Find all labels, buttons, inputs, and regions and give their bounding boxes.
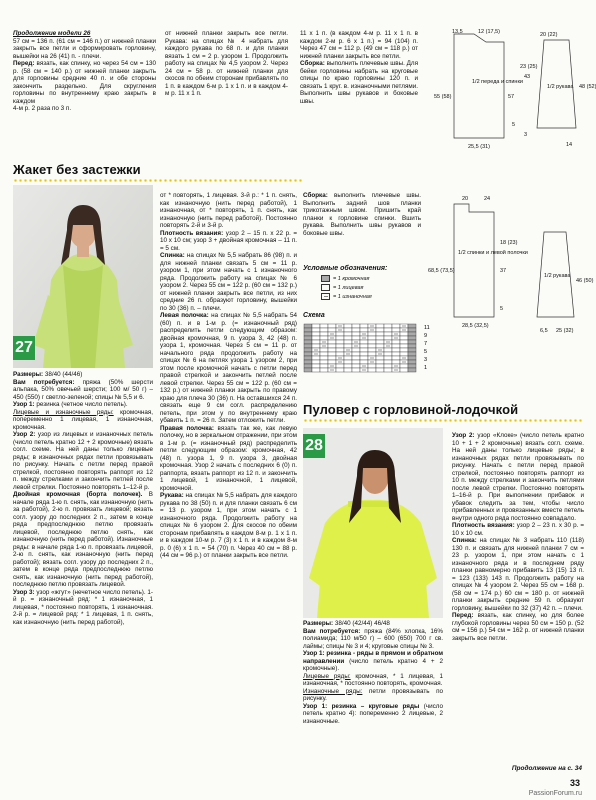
chart-row-number: 11 — [424, 325, 430, 331]
chart-cell — [408, 348, 416, 352]
top-schem-h: 25,5 (31) — [468, 144, 491, 150]
chart-cell — [344, 328, 352, 332]
chart-cell — [368, 344, 376, 348]
model27-title-dots — [13, 179, 303, 182]
m27-col1-para-4: Узор 2: узор из лицевых и изнаночных петель (число петель кратно 12 + 2 кромочные) вязать согл. схеме. На ней даны только лицевые ряды; в изнаночных рядах петли провязывать по рисунку. Начать с петли перед правой стрелкой, постоянно повторять раппорт из 12 п. между стрелками и закончить петлей после левой стрелки. Постоянно повторять 1–12-й р. — [13, 431, 154, 491]
chart-cell — [376, 360, 384, 364]
lead-in: Сборка: — [303, 192, 328, 199]
lead-in: Левая полочка: — [160, 312, 209, 319]
legend-knit-icon — [321, 284, 330, 291]
chart-cell — [320, 360, 328, 364]
m28-col1-para-4: Изнаночные ряды: петли провязывать по рисунку. — [303, 687, 443, 702]
m28-col1-para-5: Узор 1: резинка – круговые ряды (число петель кратно 4): попеременно 2 лицевые, 2 изнаночные. — [303, 702, 443, 725]
chart-cell — [392, 348, 400, 352]
chart-cell — [384, 324, 392, 328]
chart-row-number: 1 — [424, 365, 428, 371]
chart-cell — [304, 360, 312, 364]
mid-schem-e: 28,5 (32,5) — [462, 323, 489, 329]
lead-in: Лицевые и изнаночные ряды: — [13, 408, 114, 416]
chart-cell — [304, 336, 312, 340]
top-col1-para-2: Перед: вязать, как спинку, но через 54 см = 130 р. (58 см = 140 р.) от нижней планки закрыть для горловины средние 40 п. и обе стороны закончить раздельно. Для скругления горловины по внутреннему краю закрыть в каждом — [13, 60, 156, 105]
chart-cell — [360, 328, 368, 332]
top-schem-o: 23 (25) — [520, 64, 538, 70]
m27-col1-para-0: Размеры: 38/40 (44/46) — [13, 371, 83, 378]
chart-cell — [312, 328, 320, 332]
top-col-2-text: от нижней планки закрыть все петли. Рукава: на спицах № 4 набрать для каждого рукава по 68 п. и для планки вязать 1 см = 2 р. узором 1. Продолжить работу на спицах № 4,5 узором 2. Через 24 см = 58 р. от нижней планки для скосов по обеим сторонам прибавлять по 1 п. в каждом 6-м р. 1 х 1 п. и в каждом 4-м р. 11 х 1 п. — [165, 30, 288, 97]
chart-cell — [376, 364, 384, 368]
chart-cell — [352, 360, 360, 364]
chart-cell — [344, 336, 352, 340]
chart-cell — [352, 352, 360, 356]
chart-cell — [352, 332, 360, 336]
chart-cell — [368, 352, 376, 356]
chart-cell — [336, 368, 344, 372]
chart-cell — [344, 364, 352, 368]
chart-cell — [352, 348, 360, 352]
lead-in: Узор 2: — [13, 431, 36, 438]
chart-cell — [336, 340, 344, 344]
chart-cell — [408, 360, 416, 364]
top-schem-a: 13,5 — [452, 29, 463, 35]
chart-cell — [320, 352, 328, 356]
model28-photo — [303, 428, 443, 618]
legend-item-3: = 1 изнаночная — [333, 293, 372, 300]
chart-cell — [376, 356, 384, 360]
chart-cell — [408, 352, 416, 356]
mid-schem-d: 68,5 (73,5) — [428, 268, 455, 274]
model27-stitch-chart — [302, 322, 442, 377]
chart-cell — [320, 332, 328, 336]
chart-cell — [392, 344, 400, 348]
chart-cell — [376, 332, 384, 336]
top-schem-i: 5 — [512, 122, 516, 128]
chart-cell — [368, 336, 376, 340]
chart-cell — [328, 348, 336, 352]
chart-cell — [376, 324, 384, 328]
chart-row-number: 7 — [424, 341, 428, 347]
chart-cell — [312, 356, 320, 360]
top-col1-para-3: 4-м р. 2 раза по 3 п. — [13, 105, 72, 112]
chart-cell — [320, 368, 328, 372]
lead-in: Узор 2: — [452, 432, 475, 439]
chart-cell — [312, 344, 320, 348]
model28-badge: 28 — [303, 434, 325, 458]
chart-cell — [304, 364, 312, 368]
lead-in: Сборка: — [300, 60, 325, 67]
chart-cell — [376, 336, 384, 340]
chart-cell — [344, 360, 352, 364]
legend-item-2: = 1 лицевая — [333, 284, 364, 291]
chart-cell — [360, 360, 368, 364]
lead-in: Узор 1: — [13, 401, 35, 408]
chart-cell — [408, 336, 416, 340]
chart-cell — [384, 360, 392, 364]
chart-cell — [312, 340, 320, 344]
chart-cell — [400, 352, 408, 356]
m27-col2-para-4: Правая полочка: вязать так же, как левую полочку, но в зеркальном отражении, при этом в 1-м р. (= изнаночный ряд) распределить петли следующим образом: кромочная, 42 (48) п. узора 1, 9 п. узора 3, двойная кромочная. Узор 2 начать с последних 6 (0) п. раппорта, вязать раппорт из 12 п. и закончить 1 лицевой, 1 изнаночной, 1 лицевой, кромочной. — [160, 424, 297, 492]
chart-cell — [384, 328, 392, 332]
m28-col2-para-0: Узор 2: узор «Клоке» (число петель кратно 10 + 1 + 2 кромочные) вязать согл. схеме. На ней даны только лицевые ряды; в изнаночных рядах петли провязывать по рисунку. Начать с петли перед правой стрелкой, постоянно повторять раппорт из 10 п. между стрелками и закончить петлями после левой стрелки. Постоянно повторять 1–16-й р. При выполнении прибавок и убавок следить за тем, чтобы число прибавленных и провязанных вместе петель внутри одного ряда постоянно совпадало. — [452, 432, 584, 522]
top-schem-k: 1/2 рукава — [547, 84, 574, 90]
chart-cell — [352, 336, 360, 340]
chart-cell — [368, 368, 376, 372]
chart-cell — [384, 336, 392, 340]
m28-col2-para-3: Перед: вязать, как спинку, но для более глубокой горловины через 50 см = 150 р. (52 см = 156 р.) 54 см = 162 р. от нижней планки закрыть все петли. — [452, 612, 584, 642]
top-schem-l: 43 — [524, 74, 531, 80]
chart-cell — [392, 324, 400, 328]
chart-cell — [360, 324, 368, 328]
mid-schem-m: 6,5 — [540, 328, 548, 334]
m27-col1-para-6: Узор 3: узор «жгут» (нечетное число петель). 1-й р. = изнаночный ряд: * 1 изнаночная, 1 лицевая, * постоянно повторять, 1 изнаночная. 2-й р. = лицевой ряд: * 1 лицевая, 1 п. снять, как изнаночную (нить перед работой), — [13, 588, 153, 626]
chart-cell — [352, 356, 360, 360]
m28-col1-para-2: Узор 1: резинка - ряды в прямом и обратном направлении (число петель кратно 4 + 2 кромочные). — [303, 650, 443, 672]
top-schem-q: 3 — [524, 132, 528, 138]
chart-cell — [320, 328, 328, 332]
lead-in: Рукава: — [160, 492, 184, 499]
lead-in: Размеры: — [303, 620, 334, 627]
chart-cell — [312, 360, 320, 364]
chart-cell — [320, 348, 328, 352]
chart-cell — [360, 344, 368, 348]
chart-cell — [352, 328, 360, 332]
chart-cell — [320, 356, 328, 360]
chart-cell — [344, 332, 352, 336]
m27-col2-para-3: Левая полочка: на спицах № 5,5 набрать 54 (60) п. и в 1-м р. (= изнаночный ряд) распределить петли следующим образом: двойная кромочная, 9 п. узора 3, 42 (48) п. узора 1, кромочная. Через 5 см = 11 р. от начального ряда продолжить работу на спицах № 6 на петлях узора 1 узором 2, при этом после кромочной начать с петли перед правой стрелкой и закончить петлей после левой стрелки. Через 55 см = 122 р. (60 см = 132 р.) от нижней планки закрыть по правому краю для плеча 30 (36) п. На оставшихся 24 п. связать еще 9 см согл. распределению петель, при этом у по внутреннему краю убавить 1 п. = 26 п. Затем отложить петли. — [160, 312, 297, 424]
lead-in: Перед: — [452, 612, 474, 619]
chart-cell — [360, 348, 368, 352]
chart-cell — [312, 332, 320, 336]
chart-cell — [304, 344, 312, 348]
page-number: 33 — [569, 778, 580, 788]
chart-cell — [352, 324, 360, 328]
chart-cell — [320, 364, 328, 368]
legend-title: Условные обозначения: — [303, 265, 388, 272]
mid-schem-c: 1/2 спинки и левой полочки — [458, 250, 528, 256]
m27-col1-para-3: Лицевые и изнаночные ряды: кромочная, попеременно 1 лицевая, 1 изнаночная, кромочная. — [13, 408, 153, 431]
chart-cell — [408, 344, 416, 348]
m28-col2-para-1: Плотность вязания: узор 2 – 23 п. х 30 р. = 10 х 10 см. — [452, 522, 585, 537]
chart-cell — [336, 336, 344, 340]
m28-col2-para-2: Спинка: на спицах № 3 набрать 110 (118) 130 п. и связать для нижней планки 7 см = 23 р. узором 1, при этом начать с 1 изнаночного ряда и в последнем ряду планки равномерно прибавить 13 (15) 13 п. = 123 (133) 143 п. Продолжить работу на спицах № 4 узором 2. Через 55 см = 168 р. (58 см = 174 р.) 60 см = 180 р. от нижней планки закрыть средние 59 п. образуют горловину, вышейки по 32 (37) 42 п. – плечи. — [452, 537, 584, 612]
chart-cell — [328, 340, 336, 344]
chart-cell — [328, 356, 336, 360]
model27-badge: 27 — [13, 336, 35, 360]
chart-cell — [312, 368, 320, 372]
chart-cell — [368, 332, 376, 336]
lead-in: Спинка: — [452, 537, 477, 544]
lead-in: Плотность вязания: — [452, 522, 515, 529]
chart-cell — [328, 344, 336, 348]
chart-cell — [336, 348, 344, 352]
chart-cell — [320, 324, 328, 328]
chart-cell — [376, 328, 384, 332]
chart-cell — [392, 356, 400, 360]
chart-cell — [304, 352, 312, 356]
chart-cell — [376, 344, 384, 348]
m27-col2-para-2: Спинка: на спицах № 5,5 набрать 86 (98) п. и для нижней планки связать 5 см = 11 р. узором 1, при этом начать с 1 изнаночного ряда. Продолжить работу на спицах № 6 узором 2. Через 55 см = 122 р. (60 см = 132 р.) от нижней планки закрыть все петли, из них средние 26 п. образуют горловину, вышейки по 30 (36) п. – плечи. — [160, 252, 297, 312]
lead-in: Узор 1: резинка – круговые ряды — [303, 702, 420, 710]
model27-col-2 — [160, 192, 297, 560]
chart-cell — [360, 352, 368, 356]
lead-in: Плотность вязания: — [160, 229, 224, 237]
model27-legend — [303, 265, 421, 302]
lead-in: Перед: — [13, 60, 35, 67]
lead-in: Узор 1: резинка - ряды в прямом и обратном направлении — [303, 650, 443, 665]
top-schem-p: 14 — [566, 142, 573, 148]
chart-cell — [376, 368, 384, 372]
lead-in: Вам потребуется: — [303, 627, 361, 635]
chart-cell — [312, 364, 320, 368]
top-col3b-para-0: Сборка: выполнить плечевые швы. Для бейки горловины набрать на круговые спицы по краю горловины 120 п. и связать 1 круг. в. изнаночными петлями. Выполнить швы рукавов и боковые швы. — [300, 60, 418, 105]
lead-in: Изнаночные ряды: — [303, 687, 363, 695]
model28-title-dots — [303, 419, 583, 422]
chart-cell — [352, 368, 360, 372]
chart-cell — [328, 352, 336, 356]
chart-cell — [368, 348, 376, 352]
top-schem-g: 55 (58) — [434, 94, 452, 100]
chart-cell — [408, 324, 416, 328]
chart-cell — [304, 324, 312, 328]
chart-cell — [392, 328, 400, 332]
m27-col2-para-0: от * повторять, 1 лицевая. 3-й р.: * 1 п. снять, как изнаночную (нить перед работой), 1 изнаночная, от * повторять, 1 п. снять, как изнаночную (нить перед работой). Постоянно повторять 2-й и 3-й р. — [160, 192, 297, 229]
chart-cell — [408, 340, 416, 344]
chart-cell — [312, 324, 320, 328]
chart-cell — [384, 368, 392, 372]
chart-cell — [400, 364, 408, 368]
chart-cell — [368, 364, 376, 368]
chart-cell — [400, 336, 408, 340]
m27-col1-para-5: Двойная кромочная (борта полочек). В начале ряда 1-ю п. снять, как изнаночную (нить за работой), 2-ю п. провязать лицевой; вязать согл. узору до последних 2 п., затем в конце ряда предпоследнюю петлю провязать лицевой, последнюю петлю снять, как изнаночную (нить перед работой). Изнаночные ряды: в начале ряда 1-ю п. провязать лицевой, 2-ю п. снять, как изнаночную (нить перед работой); вязать согл. узору до последних 2 п., затем в конце ряда предпоследнюю петлю снять, как изнаночную (нить перед работой), последнюю петлю провязать лицевой. — [13, 491, 153, 588]
chart-cell — [392, 360, 400, 364]
top-schem-m: 48 (52) — [579, 84, 596, 90]
mid-schematic — [424, 192, 592, 342]
chart-cell — [344, 368, 352, 372]
mid-schem-k: 18 (23) — [500, 240, 518, 246]
chart-cell — [392, 352, 400, 356]
chart-cell — [344, 340, 352, 344]
mid-schem-h: 46 (50) — [576, 278, 594, 284]
chart-cell — [336, 364, 344, 368]
chart-cell — [384, 356, 392, 360]
model27-col-3 — [303, 192, 421, 237]
lead-in: Правая полочка: — [160, 424, 214, 432]
chart-cell — [304, 368, 312, 372]
lead-in: Спинка: — [160, 252, 185, 259]
footer-watermark: PassionForum.ru — [528, 790, 582, 797]
model28-col-1 — [303, 620, 443, 725]
model27-title: Жакет без застежки — [13, 162, 141, 177]
chart-cell — [384, 364, 392, 368]
chart-cell — [400, 344, 408, 348]
chart-cell — [408, 332, 416, 336]
m27-col1-para-1: Вам потребуется: пряжа (50% шерсти альпака, 50% овечьей шерсти; 100 м/ 50 г) – 450 (550) г светло-зеленой; спицы № 5,5 и 6. — [13, 378, 153, 401]
chart-cell — [304, 348, 312, 352]
chart-cell — [304, 340, 312, 344]
model27-col-1 — [13, 371, 153, 626]
lead-in: Размеры: — [13, 371, 44, 378]
chart-cell — [320, 336, 328, 340]
top-schem-b: 12 (17,5) — [478, 29, 501, 35]
chart-cell — [400, 332, 408, 336]
chart-cell — [304, 356, 312, 360]
chart-cell — [336, 332, 344, 336]
m27-col3-para-0: Сборка: выполнить плечевые швы. Выполнить задний шов планки трикотажным швом. Пришить край планки к горловине спинки. Вшить рукава. Выполнить швы рукавов и боковые швы. — [303, 192, 421, 237]
chart-cell — [304, 328, 312, 332]
lead-in: Вам потребуется: — [13, 378, 75, 386]
m27-col2-para-1: Плотность вязания: узор 2 – 15 п. х 22 р. = 10 х 10 см; узор 3 + двойная кромочная – 11 п. = 5 см. — [160, 229, 298, 252]
top-schem-n: 20 (22) — [540, 32, 558, 38]
top-col-3-text: 11 х 1 п. (в каждом 4-м р. 11 х 1 п. в каждом 2-м р. 6 х 1 п.) = 94 (104) п. Через 47 см = 112 р. (49 см = 118 р.) от нижней планки закрыть все петли. — [300, 30, 418, 60]
m28-col1-para-3: Лицевые ряды: кромочная, * 1 лицевая, 1 изнаночная, * постоянно повторять, кромочная. — [303, 672, 443, 687]
legend-item-1: = 1 кромочная — [333, 275, 370, 282]
chart-row-number: 5 — [424, 349, 428, 355]
chart-cell — [408, 328, 416, 332]
chart-cell — [328, 324, 336, 328]
chart-cell — [384, 352, 392, 356]
chart-cell — [400, 340, 408, 344]
lead-in: Двойная кромочная (борта полочек). — [13, 491, 143, 498]
chart-cell — [400, 348, 408, 352]
top-col-3 — [300, 30, 418, 105]
chart-cell — [336, 344, 344, 348]
m28-col1-para-0: Размеры: 38/40 (42/44) 46/48 — [303, 620, 390, 627]
m27-col1-para-2: Узор 1: резинка (четное число петель). — [13, 401, 128, 408]
chart-cell — [376, 340, 384, 344]
top-schematic — [424, 28, 596, 158]
chart-cell — [360, 340, 368, 344]
top-col-2 — [165, 30, 288, 98]
chart-cell — [304, 332, 312, 336]
model27-photo — [13, 185, 153, 368]
mid-schem-f: 5 — [500, 306, 504, 312]
chart-cell — [344, 344, 352, 348]
chart-cell — [392, 340, 400, 344]
chart-cell — [352, 364, 360, 368]
m27-col2-para-5: Рукава: на спицах № 5,5 набрать для каждого рукава по 38 (50) п. и для планки связать 6 см = 13 р. узором 1, при этом начать с 1 изнаночного ряда. Продолжить работу на спицах № 6 узором 2. Для скосов по обеим сторонам прибавлять в каждом 8-м р. 1 х 1 п. и в каждом 10-м р. 7 (3) х 1 п. и в каждом 8-м р. 0 (6) х 1 п. = 54 (70) п. Через 40 см = 88 р. (44 см = 96 р.) от планки закрыть все петли. — [160, 492, 297, 559]
top-col-1 — [13, 30, 156, 113]
legend-purl-icon — [321, 293, 330, 300]
chart-cell — [384, 348, 392, 352]
chart-cell — [312, 336, 320, 340]
chart-cell — [344, 324, 352, 328]
chart-cell — [368, 340, 376, 344]
schema-label: Схема — [303, 312, 325, 319]
legend-edge-icon — [321, 275, 330, 282]
lead-in: Узор 3: — [13, 588, 35, 596]
chart-cell — [344, 356, 352, 360]
chart-cell — [400, 368, 408, 372]
model28-col-2 — [452, 432, 584, 642]
mid-schem-g: 1/2 рукава — [544, 273, 571, 279]
lead-in: Лицевые ряды: — [303, 672, 351, 680]
chart-cell — [360, 356, 368, 360]
chart-cell — [408, 364, 416, 368]
top-col1-para-0 — [13, 30, 156, 38]
top-schem-e: 1/2 переда и спинки — [472, 79, 523, 85]
chart-cell — [328, 328, 336, 332]
model28-title: Пуловер с горловиной-лодочкой — [303, 402, 519, 417]
chart-cell — [328, 360, 336, 364]
top-schem-f: 57 — [508, 94, 515, 100]
mid-schem-a: 20 — [462, 196, 469, 202]
section-header: Продолжение модели 26 — [13, 30, 91, 37]
mid-schem-n: 25 (32) — [556, 328, 574, 334]
chart-cell — [384, 332, 392, 336]
top-col1-para-1: 57 см = 136 п. (61 см = 146 п.) от нижней планки закрыть все петли и сформировать горловину, вышейки на 26 (41) п. - плечи. — [13, 37, 156, 60]
mid-schem-i: 37 — [500, 268, 507, 274]
chart-cell — [408, 368, 416, 372]
chart-row-number: 9 — [424, 333, 428, 339]
chart-cell — [336, 352, 344, 356]
chart-cell — [408, 356, 416, 360]
continued-note: Продолжение на с. 34 — [511, 765, 582, 772]
mid-schem-l: 24 — [484, 196, 491, 202]
chart-row-number: 3 — [424, 357, 428, 363]
m28-col1-para-1: Вам потребуется: пряжа (84% хлопка, 16% полиамида; 110 м/50 г) – 600 (650) 700 г св. лаймы; спицы № 3 и 4; круговые спицы № 3. — [303, 627, 444, 650]
